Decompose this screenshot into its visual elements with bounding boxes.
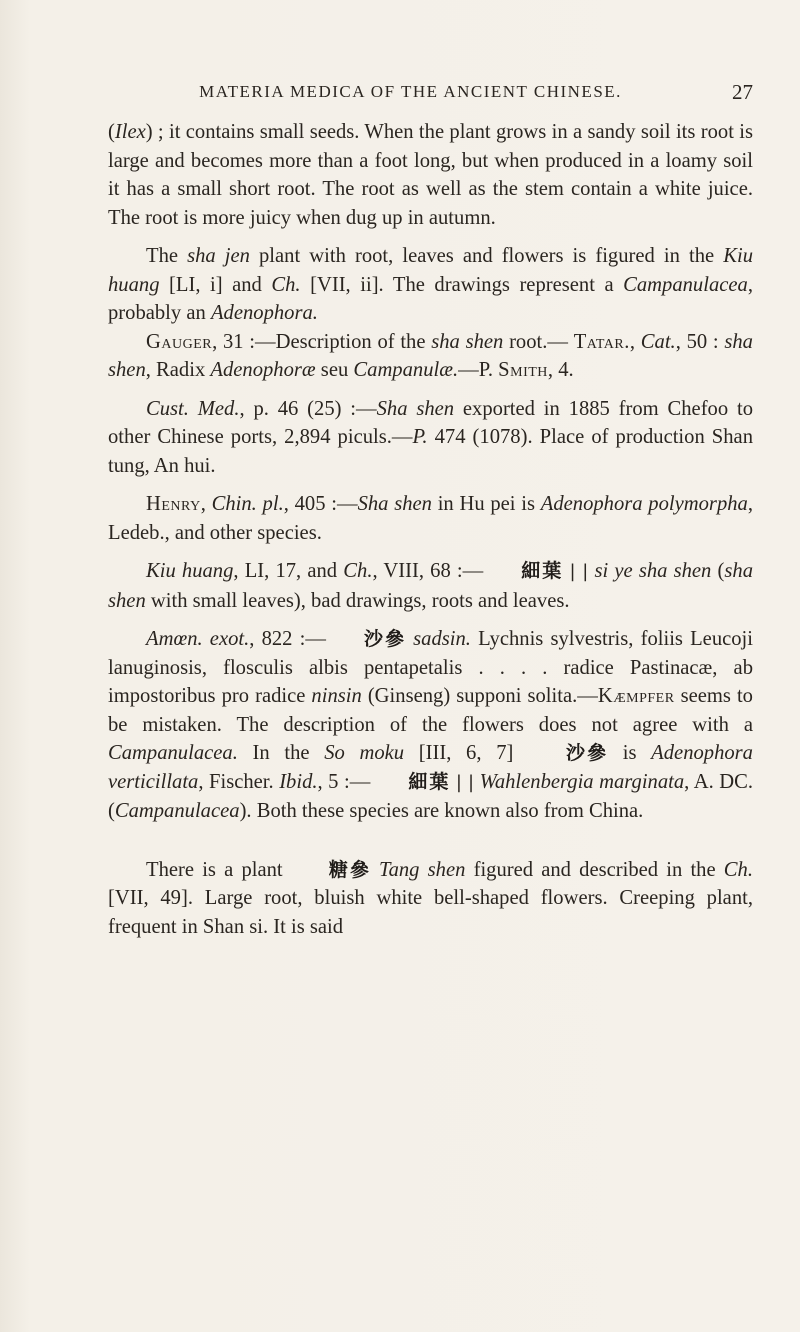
text-run: , Fischer. xyxy=(198,770,280,793)
paragraph-amoen-exot xyxy=(108,625,753,826)
text-run: , 5 :— xyxy=(317,770,371,793)
ditto-marks: | | xyxy=(569,561,589,582)
paragraph-customs xyxy=(108,395,753,481)
italic-term: Ch. xyxy=(723,858,753,881)
page-number: 27 xyxy=(732,80,753,104)
running-head xyxy=(108,80,753,106)
chinese-characters: 沙參 xyxy=(566,742,609,764)
italic-term: sha shen xyxy=(108,330,753,381)
italic-term: Ilex xyxy=(114,121,146,143)
italic-term: Kiu huang xyxy=(146,560,234,582)
text-run: , 50 : xyxy=(675,330,725,353)
text-run: seu xyxy=(315,359,354,381)
text-run: is xyxy=(608,742,652,764)
text-run: The xyxy=(146,245,188,267)
italic-term: si ye sha shen xyxy=(594,560,712,582)
text-run: , p. 46 (25) :— xyxy=(239,397,377,420)
text-run: with small leaves), bad drawings, roots and leaves. xyxy=(145,589,570,612)
italic-term: Sha shen xyxy=(376,397,455,420)
paragraph-continuation: (Ilex) ; it contains small seeds. When the plant grows in a sandy soil its root is large and becomes more than a foot long, but when produced in a loamy soil it has a small short root. The root as well as the stem contain a white juice. The root is more juicy when dug up in autumn. xyxy=(108,121,753,229)
paragraph-tang-shen xyxy=(108,856,753,942)
text-run: Lychnis sylvestris, foliis Leucoji lanuginosis, flosculis albis pentapetalis . . . . radice Pastinacæ, ab impostoribus pro radice xyxy=(108,628,753,707)
text-run: , xyxy=(629,330,641,353)
italic-term: Ch. xyxy=(343,560,373,582)
text-run: seems to be mistaken. The description of the flowers does not agree with a xyxy=(108,685,753,736)
italic-term: sha shen xyxy=(108,560,753,612)
text-run: , 4. xyxy=(547,359,574,381)
italic-term: Cust. Med. xyxy=(146,397,240,420)
italic-term: Campanulacea. xyxy=(108,742,238,764)
text-run: ( xyxy=(711,560,725,582)
italic-term: sadsin. xyxy=(413,628,471,650)
italic-term: Campanulacea xyxy=(114,800,240,822)
italic-term: So moku xyxy=(324,742,405,764)
author-name: Henry xyxy=(146,493,201,515)
text-run: , LI, 17, and xyxy=(233,560,344,582)
text-run: [VII, 49]. Large root, bluish white bell-shaped flowers. Creeping plant, frequent in Shan si. It is said xyxy=(108,887,753,938)
italic-term: Sha shen xyxy=(357,493,432,515)
text-run: —P. xyxy=(458,359,499,381)
text-run: , probably an xyxy=(108,273,753,324)
italic-term: Adenophoræ xyxy=(210,359,316,381)
paragraph-gauger xyxy=(108,328,753,385)
author-name: Gauger xyxy=(146,330,213,353)
italic-term: Ch. xyxy=(271,273,301,296)
italic-term: Amœn. exot. xyxy=(146,628,250,650)
chinese-characters: 細葉 xyxy=(408,770,451,793)
italic-term: Wahlenbergia marginata xyxy=(479,770,685,793)
text-run: [VII, ii]. The drawings represent a xyxy=(300,273,624,296)
author-name: Smith xyxy=(498,359,548,381)
italic-term: sha jen xyxy=(187,245,250,267)
italic-term: Campanulacea xyxy=(623,273,748,296)
paragraph-sha-jen xyxy=(108,242,753,328)
chinese-characters: 糖參 xyxy=(328,858,371,881)
text-run: , 822 :— xyxy=(249,628,326,650)
italic-term: Tang shen xyxy=(379,858,466,881)
italic-term: Campanulæ. xyxy=(353,359,459,381)
italic-term: Adenophora. xyxy=(210,302,318,324)
text-run: , A. DC. ( xyxy=(108,770,753,822)
chinese-characters: 細葉 xyxy=(521,560,564,582)
author-name: Tatar. xyxy=(573,330,630,353)
text-run: ). Both these species are known also from China. xyxy=(239,800,644,822)
text-run: 474 (1078). Place of production Shan tung, An hui. xyxy=(108,426,753,477)
italic-term: Kiu huang xyxy=(108,245,753,296)
text-run: , 31 :—Description of the xyxy=(212,330,432,353)
body-text xyxy=(108,118,753,941)
text-run: plant with root, leaves and flowers is figured in the xyxy=(249,245,724,267)
text-run: , Ledeb., and other species. xyxy=(108,493,753,544)
italic-term: sha shen xyxy=(431,330,504,353)
text-run: [LI, i] and xyxy=(159,273,272,296)
text-run: , Radix xyxy=(145,359,211,381)
author-name: Kæmpfer xyxy=(597,685,675,707)
paragraph-henry xyxy=(108,490,753,547)
ditto-marks: | | xyxy=(455,771,475,793)
italic-term: Ibid. xyxy=(279,770,318,793)
italic-term: Cat. xyxy=(640,330,676,353)
chinese-characters: 沙參 xyxy=(363,628,406,650)
text-run: [III, 6, 7] xyxy=(404,742,529,764)
italic-term: Adenophora polymorpha xyxy=(540,493,748,515)
text-run: , 405 :— xyxy=(283,493,358,515)
text-run: ) ; it contains small seeds. When the plant grows in a sandy soil its root is large and becomes more than a foot long, but when produced in a loamy soil it has a small short root. The root as well as the stem contain a white juice. The root is more juicy when dug up in autumn. xyxy=(108,121,753,229)
text-run: in Hu pei is xyxy=(431,493,541,515)
italic-term: Chin. pl. xyxy=(211,493,284,515)
text-run: , xyxy=(200,493,212,515)
text-run: , VIII, 68 :— xyxy=(372,560,484,582)
running-title: MATERIA MEDICA OF THE ANCIENT CHINESE. xyxy=(199,82,622,101)
italic-term: ninsin xyxy=(311,685,362,707)
italic-term: Adenophora verticillata xyxy=(108,742,753,793)
text-run: root.— xyxy=(503,330,574,353)
italic-term: P. xyxy=(412,426,428,448)
text-run: exported in 1885 from Chefoo to other Chinese ports, 2,894 piculs.— xyxy=(108,397,753,448)
paragraph-kiu-huang xyxy=(108,557,753,615)
text-run: In the xyxy=(237,742,325,764)
text-run: There is a plant xyxy=(146,858,291,881)
text-run: (Ginseng) supponi solita.— xyxy=(361,685,598,707)
text-run: figured and described in the xyxy=(465,858,724,881)
